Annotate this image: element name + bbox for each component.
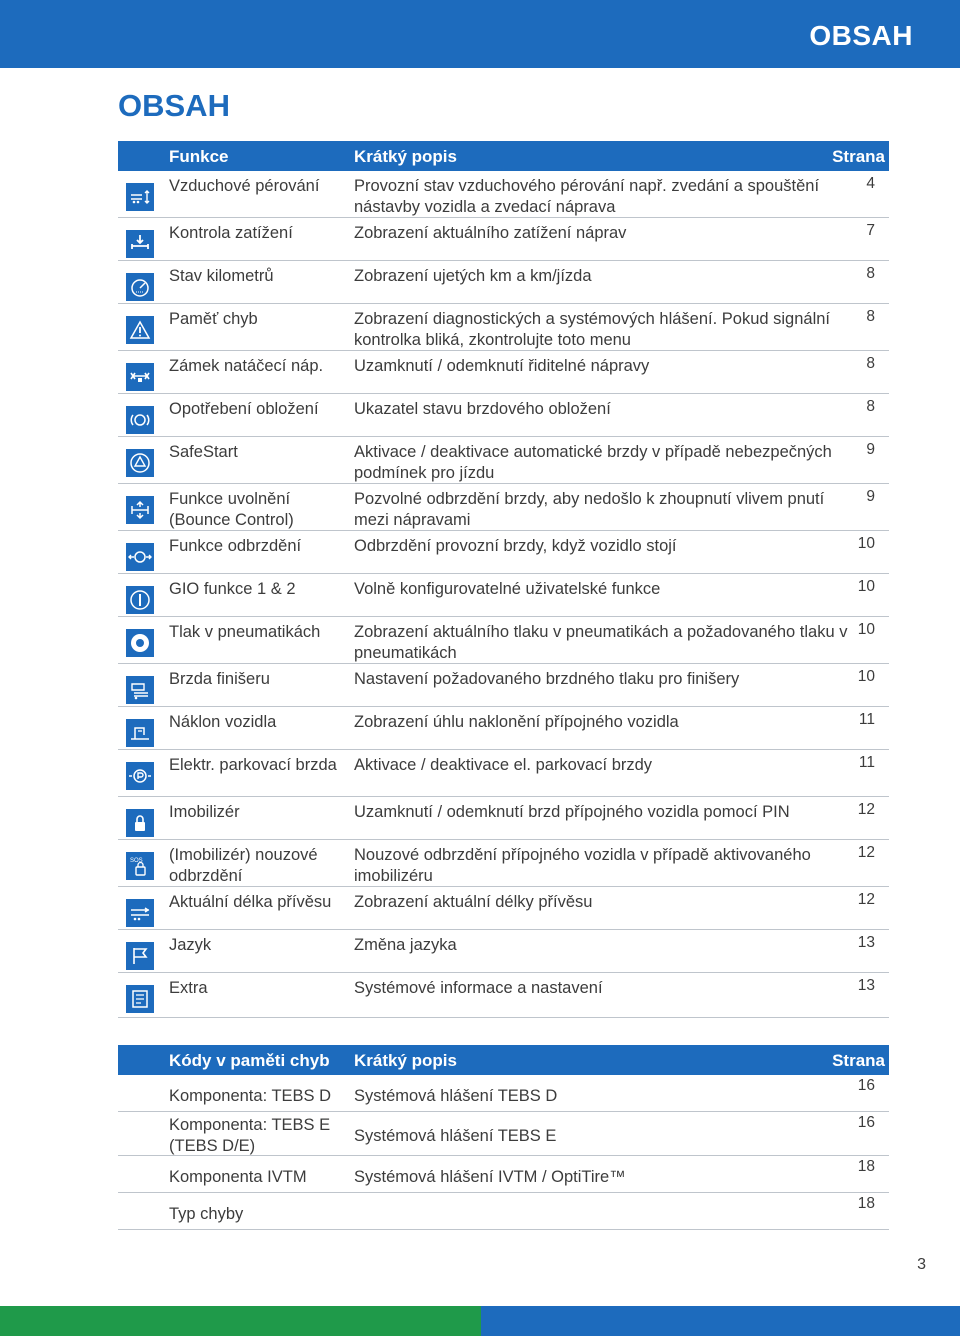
row-page-number: 8 — [866, 308, 875, 325]
row-description: Odbrzdění provozní brzdy, když vozidlo stojí — [354, 537, 677, 555]
brake-release-icon — [126, 543, 154, 571]
row-page-number: 18 — [857, 1158, 875, 1175]
row-page-number: 9 — [866, 441, 875, 458]
row-function: Tlak v pneumatikách — [169, 623, 321, 641]
flag-icon — [126, 942, 154, 970]
extra-icon — [126, 985, 154, 1013]
row-page-number: 9 — [866, 488, 875, 505]
row-page-number: 7 — [866, 222, 875, 239]
warning-triangle-icon — [126, 316, 154, 344]
row-page-number: 13 — [857, 934, 875, 951]
row-description: Systémové informace a nastavení — [354, 979, 603, 997]
row-page-number: 8 — [866, 398, 875, 415]
table-row[interactable] — [118, 797, 889, 840]
row-function: Náklon vozidla — [169, 713, 277, 731]
bounce-control-icon — [126, 496, 154, 524]
tilt-icon — [126, 719, 154, 747]
table-row[interactable] — [118, 617, 889, 664]
row-description: Systémová hlášení IVTM / OptiTire™ — [354, 1168, 626, 1186]
row-description: Volně konfigurovatelné uživatelské funkce — [354, 580, 661, 598]
row-page-number: 8 — [866, 355, 875, 372]
row-function: (Imobilizér) nouzové odbrzdění — [169, 846, 318, 885]
steering-lock-icon — [126, 363, 154, 391]
row-function: Elektr. parkovací brzda — [169, 756, 337, 774]
table-header — [118, 1045, 889, 1075]
table-row[interactable] — [118, 930, 889, 973]
row-function: Zámek natáčecí náp. — [169, 357, 324, 375]
row-description: Aktivace / deaktivace automatické brzdy v případě nebezpečných podmínek pro jízdu — [354, 443, 832, 482]
row-function: Funkce odbrzdění — [169, 537, 302, 555]
row-description: Ukazatel stavu brzdového obložení — [354, 400, 611, 418]
row-description: Systémová hlášení TEBS E — [354, 1127, 557, 1145]
table-header — [118, 141, 889, 171]
column-header-error-codes: Kódy v paměti chyb — [169, 1051, 330, 1070]
row-function: Vzduchové pérování — [169, 177, 320, 195]
row-description: Zobrazení aktuálního tlaku v pneumatikách a požadovaného tlaku v pneumatikách — [354, 623, 848, 662]
row-page-number: 4 — [866, 175, 875, 192]
row-component: Komponenta: TEBS E (TEBS D/E) — [169, 1116, 331, 1155]
row-description: Uzamknutí / odemknutí brzd přípojného vozidla pomocí PIN — [354, 803, 790, 821]
row-description: Zobrazení aktuálního zatížení náprav — [354, 224, 627, 242]
row-page-number: 11 — [858, 754, 875, 771]
row-component: Komponenta IVTM — [169, 1168, 307, 1186]
row-description: Zobrazení aktuální délky přívěsu — [354, 893, 593, 911]
row-function: Aktuální délka přívěsu — [169, 893, 332, 911]
sos-lock-icon — [126, 852, 154, 880]
table-row[interactable] — [118, 887, 889, 930]
row-function: Paměť chyb — [169, 310, 258, 328]
trailer-length-icon — [126, 899, 154, 927]
table-row[interactable] — [118, 484, 889, 531]
table-row[interactable] — [118, 1075, 889, 1112]
row-description: Pozvolné odbrzdění brzdy, aby nedošlo k zhoupnutí vlivem pnutí mezi nápravami — [354, 490, 825, 529]
column-header-page: Strana — [832, 1051, 885, 1070]
row-page-number: 8 — [866, 265, 875, 282]
brake-lining-icon — [126, 406, 154, 434]
row-page-number: 10 — [857, 535, 875, 552]
table-row[interactable] — [118, 394, 889, 437]
row-description: Zobrazení úhlu naklonění přípojného vozidla — [354, 713, 679, 731]
page-number: 3 — [917, 1256, 926, 1273]
row-page-number: 10 — [857, 578, 875, 595]
column-header-page: Strana — [832, 147, 885, 166]
table-row[interactable] — [118, 574, 889, 617]
table-row[interactable] — [118, 171, 889, 218]
row-description: Zobrazení ujetých km a km/jízda — [354, 267, 592, 285]
header-label: OBSAH — [809, 20, 913, 51]
row-description: Provozní stav vzduchového pérování např. zvedání a spouštění nástavby vozidla a zvedací náprava — [354, 177, 820, 216]
row-component: Typ chyby — [169, 1205, 244, 1223]
row-function: Stav kilometrů — [169, 267, 274, 285]
table-row[interactable] — [118, 351, 889, 394]
row-description: Uzamknutí / odemknutí řiditelné nápravy — [354, 357, 650, 375]
table-row[interactable] — [118, 531, 889, 574]
table-row[interactable] — [118, 750, 889, 797]
parking-brake-icon — [126, 762, 154, 790]
table-row[interactable] — [118, 1112, 889, 1156]
row-page-number: 16 — [857, 1114, 875, 1131]
footer-green-bar — [0, 1306, 481, 1336]
row-page-number: 16 — [857, 1077, 875, 1094]
row-page-number: 12 — [857, 844, 875, 861]
gio-icon — [126, 586, 154, 614]
column-header-function: Funkce — [169, 147, 229, 166]
page-title: OBSAH — [118, 88, 230, 123]
error-codes-table — [118, 1045, 889, 1230]
table-row[interactable] — [118, 840, 889, 887]
row-page-number: 13 — [857, 977, 875, 994]
safestart-icon — [126, 449, 154, 477]
row-function: GIO funkce 1 & 2 — [169, 580, 296, 598]
row-description: Změna jazyka — [354, 936, 457, 954]
row-function: Jazyk — [169, 936, 212, 954]
table-row[interactable] — [118, 664, 889, 707]
paver-brake-icon — [126, 676, 154, 704]
table-row[interactable] — [118, 304, 889, 351]
table-row[interactable] — [118, 218, 889, 261]
row-function: Brzda finišeru — [169, 670, 270, 688]
row-function: Imobilizér — [169, 803, 240, 821]
row-description: Zobrazení diagnostických a systémových hlášení. Pokud signální kontrolka bliká, zkontrolujte toto menu — [354, 310, 831, 349]
row-component: Komponenta: TEBS D — [169, 1087, 332, 1105]
row-function: Extra — [169, 979, 208, 997]
table-row[interactable] — [118, 1193, 889, 1230]
row-description: Aktivace / deaktivace el. parkovací brzdy — [354, 756, 653, 774]
row-function: SafeStart — [169, 443, 238, 461]
footer-blue-bar — [481, 1306, 960, 1336]
table-body — [118, 1075, 889, 1230]
contents-table — [118, 141, 889, 1018]
row-description: Nouzové odbrzdění přípojného vozidla v případě aktivovaného imobilizéru — [354, 846, 811, 885]
svg-text:SOS: SOS — [130, 858, 143, 864]
row-page-number: 12 — [857, 891, 875, 908]
axle-load-icon — [126, 230, 154, 258]
row-function: Kontrola zatížení — [169, 224, 293, 242]
table-row[interactable] — [118, 261, 889, 304]
table-row[interactable] — [118, 973, 889, 1018]
table-body — [118, 171, 889, 1018]
column-header-description: Krátký popis — [354, 147, 457, 166]
suspension-icon — [126, 183, 154, 211]
row-page-number: 10 — [857, 668, 875, 685]
row-page-number: 10 — [857, 621, 875, 638]
table-row[interactable] — [118, 437, 889, 484]
row-description: Systémová hlášení TEBS D — [354, 1087, 558, 1105]
immobilizer-icon — [126, 809, 154, 837]
row-description: Nastavení požadovaného brzdného tlaku pro finišery — [354, 670, 740, 688]
row-function: Opotřebení obložení — [169, 400, 319, 418]
row-page-number: 18 — [857, 1195, 875, 1212]
odometer-icon — [126, 273, 154, 301]
row-function: Funkce uvolnění (Bounce Control) — [169, 490, 294, 529]
table-row[interactable] — [118, 1156, 889, 1193]
column-header-description: Krátký popis — [354, 1051, 457, 1070]
tyre-pressure-icon — [126, 629, 154, 657]
table-row[interactable] — [118, 707, 889, 750]
row-page-number: 11 — [858, 711, 875, 728]
header-bar — [0, 0, 960, 68]
row-page-number: 12 — [857, 801, 875, 818]
